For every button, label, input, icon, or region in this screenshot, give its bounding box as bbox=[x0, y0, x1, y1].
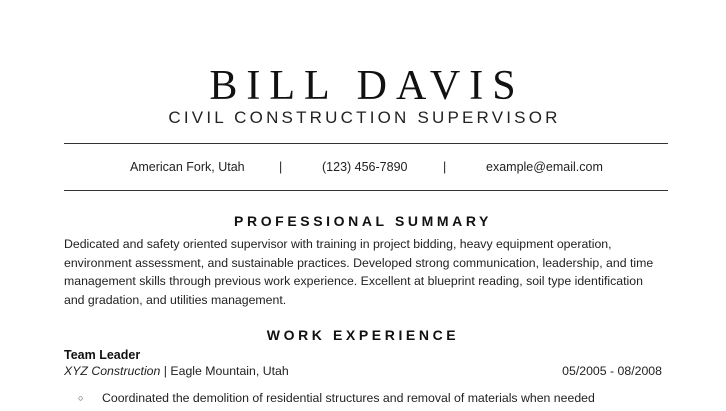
bullet-text: Coordinated the demolition of residential structures and removal of materials when needed bbox=[102, 391, 595, 405]
contact-location: American Fork, Utah bbox=[130, 160, 245, 174]
job-location: Eagle Mountain, Utah bbox=[170, 364, 289, 378]
bullet-circle-icon: ○ bbox=[78, 393, 84, 403]
candidate-job-title: CIVIL CONSTRUCTION SUPERVISOR bbox=[168, 108, 561, 127]
contact-separator: | bbox=[443, 160, 447, 174]
job-role: Team Leader bbox=[64, 348, 141, 362]
job-divider: | bbox=[160, 364, 171, 378]
header-divider-bottom bbox=[64, 190, 668, 191]
work-experience-heading: WORK EXPERIENCE bbox=[266, 327, 460, 343]
job-company: XYZ Construction bbox=[64, 364, 161, 378]
job-employer-line bbox=[64, 363, 289, 379]
summary-heading: PROFESSIONAL SUMMARY bbox=[234, 213, 492, 229]
contact-phone: (123) 456-7890 bbox=[322, 160, 408, 174]
job-dates: 05/2005 - 08/2008 bbox=[562, 364, 662, 378]
list-item bbox=[78, 390, 678, 406]
contact-email: example@email.com bbox=[486, 160, 603, 174]
header-divider-top bbox=[64, 143, 668, 144]
summary-text: Dedicated and safety oriented supervisor with training in project bidding, heavy equipment operation, environment assessment, and sustainable practices. Developed strong communication, leadership, and time management skills through previous work experience. Excellent at blueprint reading, soil type identification and gradation, and utilities management. bbox=[64, 237, 654, 307]
contact-separator: | bbox=[279, 160, 283, 174]
candidate-name: BILL DAVIS bbox=[209, 63, 525, 109]
